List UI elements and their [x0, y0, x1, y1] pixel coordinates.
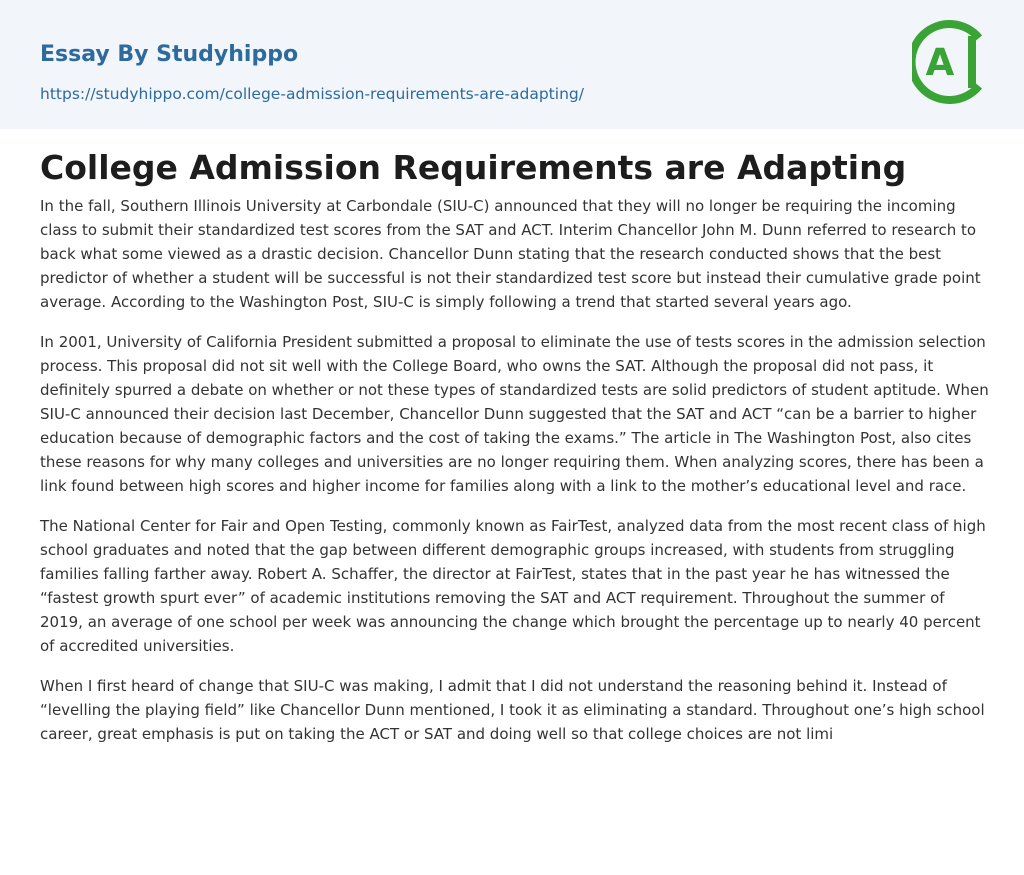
page-url-link[interactable]: https://studyhippo.com/college-admission-requirements-are-adapting/	[40, 85, 584, 103]
paragraph: The National Center for Fair and Open Testing, commonly known as FairTest, analyzed data from the most recent class of high school graduates and noted that the gap between different demographic groups increased, with students from struggling families falling farther away. Robert A. Schaffer, the director at FairTest, states that in the past year he has witnessed the “fastest growth spurt ever” of academic institutions removing the SAT and ACT requirement. Throughout the summer of 2019, an average of one school per week was announcing the change which brought the percentage up to nearly 40 percent of accredited universities.	[40, 517, 986, 655]
brand-title[interactable]: Essay By Studyhippo	[40, 42, 299, 67]
studyhippo-logo-icon[interactable]	[912, 19, 988, 105]
article-body	[40, 194, 990, 762]
paragraph: When I first heard of change that SIU-C was making, I admit that I did not understand the reasoning behind it. Instead of “levelling the playing field” like Chancellor Dunn mentioned, I took it as eliminating a standard. Throughout one’s high school career, great emphasis is put on taking the ACT or SAT and doing well so that college choices are not limi	[40, 677, 985, 743]
page-title: College Admission Requirements are Adapting	[40, 148, 907, 187]
logo-letter: A	[925, 41, 955, 84]
site-header	[0, 0, 1024, 129]
paragraph: In the fall, Southern Illinois University at Carbondale (SIU-C) announced that they will no longer be requiring the incoming class to submit their standardized test scores from the SAT and ACT. Interim Chancellor John M. Dunn referred to research to back what some viewed as a drastic decision. Chancellor Dunn stating that the research conducted shows that the best predictor of whether a student will be successful is not their standardized test score but instead their cumulative grade point average. According to the Washington Post, SIU-C is simply following a trend that started several years ago.	[40, 197, 981, 311]
paragraph: In 2001, University of California President submitted a proposal to eliminate the use of tests scores in the admission selection process. This proposal did not sit well with the College Board, who owns the SAT. Although the proposal did not pass, it definitely spurred a debate on whether or not these types of standardized tests are solid predictors of student aptitude. When SIU-C announced their decision last December, Chancellor Dunn suggested that the SAT and ACT “can be a barrier to higher education because of demographic factors and the cost of taking the exams.” The article in The Washington Post, also cites these reasons for why many colleges and universities are no longer requiring them. When analyzing scores, there has been a link found between high scores and higher income for families along with a link to the mother’s educational level and race.	[40, 333, 989, 495]
